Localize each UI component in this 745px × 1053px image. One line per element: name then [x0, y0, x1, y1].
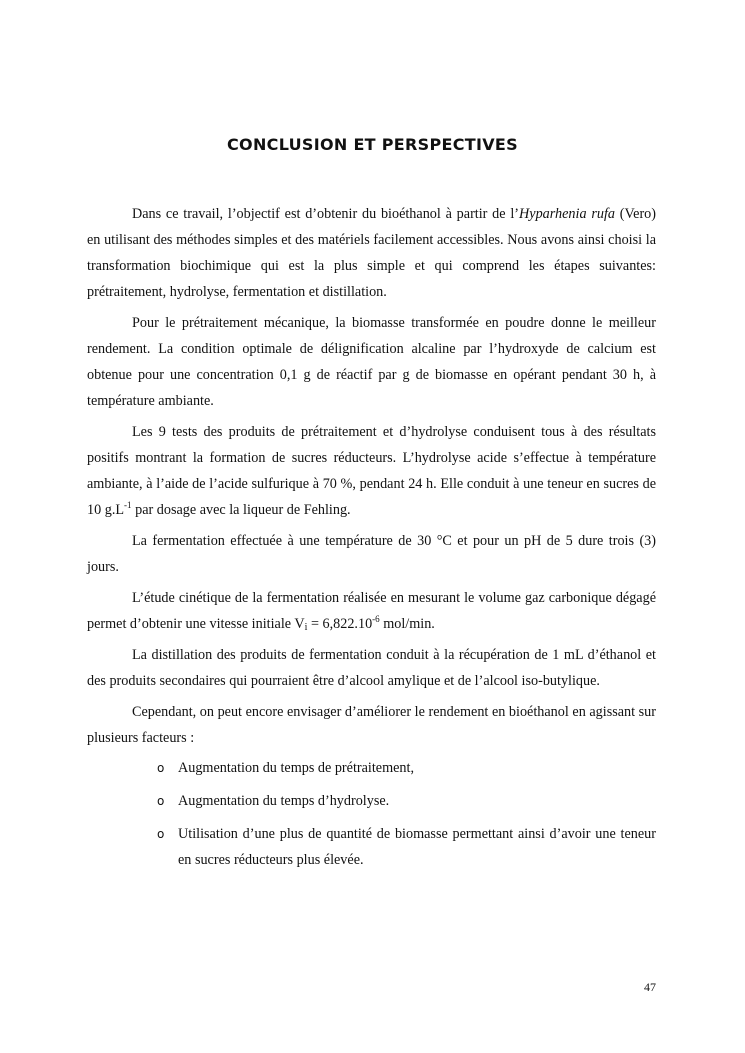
paragraph-text: Les 9 tests des produits de prétraitement et d’hydrolyse conduisent tous à des résultats positifs montrant la formation de sucres réducteurs. L’hydrolyse acide s’effectue à température ambiante, à l’aide de l’acide sulfurique à 70 %, pendant 24 h. Elle conduit à une teneur en sucres de 10 g.L	[87, 424, 656, 518]
list-item	[87, 788, 656, 814]
paragraph-text: par dosage avec la liqueur de Fehling.	[131, 502, 351, 518]
paragraph-hydrolysis	[87, 419, 656, 523]
paragraph-perspectives: Cependant, on peut encore envisager d’améliorer le rendement en bioéthanol en agissant sur plusieurs facteurs :	[87, 704, 656, 746]
paragraph-text: Dans ce travail, l’objectif est d’obtenir du bioéthanol à partir de l’	[132, 206, 520, 222]
paragraph-fermentation: La fermentation effectuée à une température de 30 °C et pour un pH de 5 dure trois (3) jours.	[87, 533, 656, 575]
list-item	[87, 755, 656, 781]
paragraph-objective	[87, 201, 656, 305]
list-item	[87, 821, 656, 873]
paragraph-text: mol/min.	[379, 616, 435, 632]
circle-bullet-icon: o	[157, 827, 165, 841]
paragraph-pretreatment: Pour le prétraitement mécanique, la biomasse transformée en poudre donne le meilleur rendement. La condition optimale de délignification alcaline par l’hydroxyde de calcium est obtenue pour une concentration 0,1 g de réactif par g de biomasse en opérant pendant 30 h, à température ambiante.	[87, 315, 656, 409]
subscript: i	[304, 622, 308, 633]
circle-bullet-icon: o	[157, 794, 165, 808]
page-number: 47	[644, 980, 656, 994]
paragraph-distillation: La distillation des produits de fermentation conduit à la récupération de 1 mL d’éthanol et des produits secondaires qui pourraient être d’alcool amylique et de l’alcool iso-butylique.	[87, 647, 656, 689]
paragraph-text: = 6,822.10	[307, 616, 373, 632]
list-item-text: Augmentation du temps de prétraitement,	[178, 760, 414, 776]
list-item-text: Augmentation du temps d’hydrolyse.	[178, 793, 390, 809]
species-name: Hyparhenia rufa	[519, 206, 615, 222]
paragraph-text: L’étude cinétique de la fermentation réalisée en mesurant le volume gaz carbonique dégagé permet d’obtenir une vitesse initiale V	[87, 590, 656, 632]
body-text	[87, 201, 656, 880]
superscript: -1	[124, 500, 132, 510]
superscript: -6	[372, 614, 380, 624]
list-item-text: Utilisation d’une plus de quantité de biomasse permettant ainsi d’avoir une teneur en sucres réducteurs plus élevée.	[178, 826, 656, 868]
paragraph-kinetics	[87, 585, 656, 637]
page-title: CONCLUSION ET PERSPECTIVES	[227, 135, 518, 154]
paragraph-text: (Vero) en utilisant des méthodes simples et des matériels facilement accessibles. Nous avons ainsi choisi la transformation biochimique qui est la plus simple et qui comprend les étapes suivantes: prétraitement, hydrolyse, fermentation et distillation.	[87, 206, 656, 300]
circle-bullet-icon: o	[157, 761, 165, 775]
perspectives-list	[87, 755, 656, 873]
